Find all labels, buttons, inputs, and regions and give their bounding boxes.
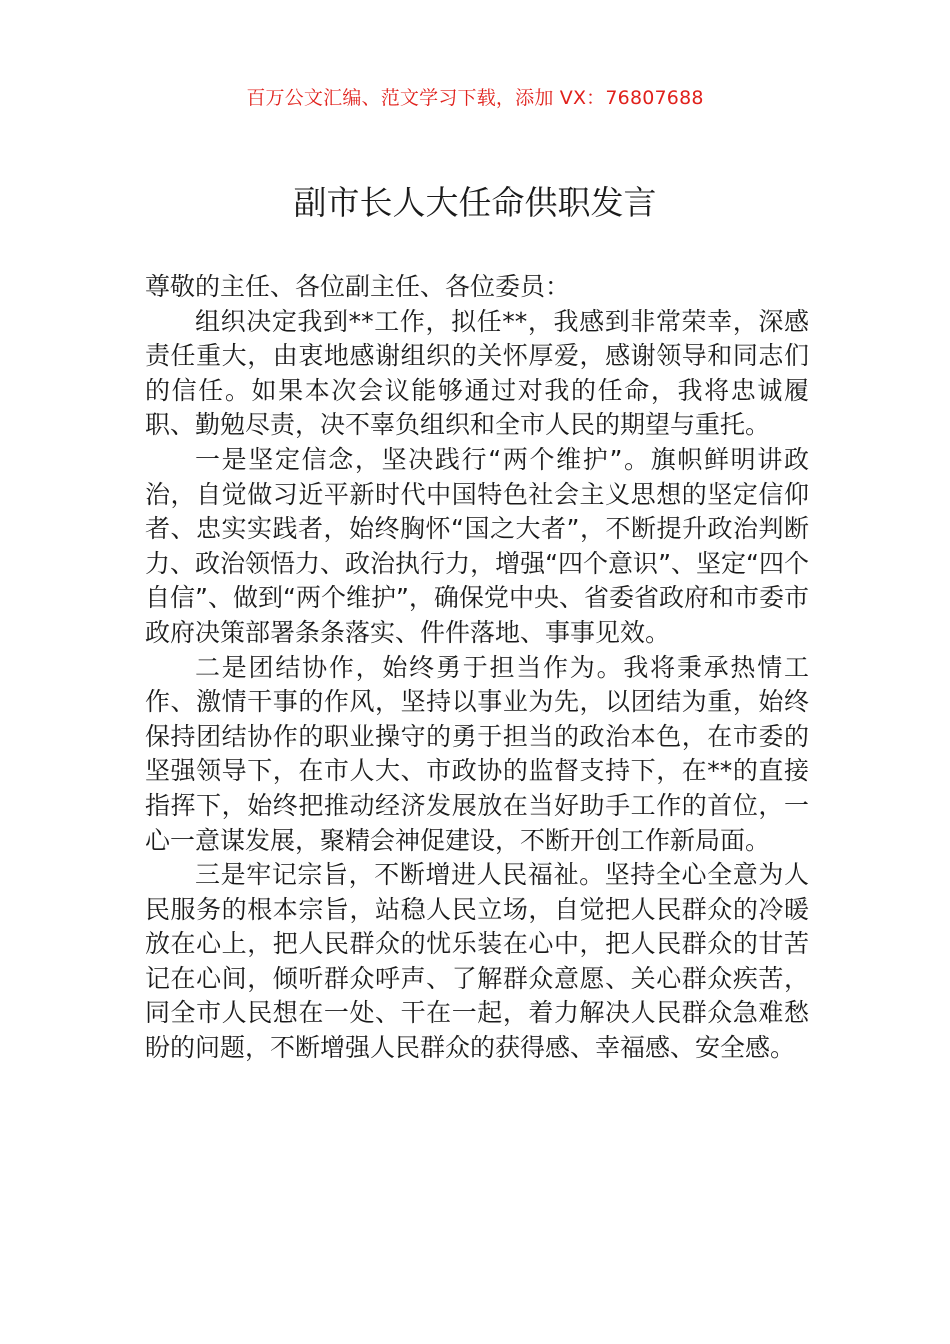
paragraph-text: 坚持全心全意为人民服务的根本宗旨，站稳人民立场，自觉把人民群众的冷暖放在心上，把人民群众的忧乐装在心中，把人民群众的甘苦记在心间，倾听群众呼声、了解群众意愿、关心群众疾苦，同全市人民想在一处、干在一起，着力解决人民群众急难愁盼的问题，不断增强人民群众的获得感、幸福感、安全感。	[145, 860, 809, 1063]
paragraph-point-1	[145, 443, 809, 651]
paragraph-text: 旗帜鲜明讲政治，自觉做习近平新时代中国特色社会主义思想的坚定信仰者、忠实实践者，始终胸怀“国之大者”，不断提升政治判断力、政治领悟力、政治执行力，增强“四个意识”、坚定“四个自信”、做到“两个维护”，确保党中央、省委省政府和市委市政府决策部署条条落实、件件落地、事事见效。	[145, 444, 809, 647]
paragraph-lead: 三是牢记宗旨，不断增进人民福祉。	[195, 860, 605, 890]
paragraph-intro	[145, 305, 809, 443]
paragraph-text: 我将秉承热情工作、激情干事的作风，坚持以事业为先，以团结为重，始终保持团结协作的职业操守的勇于担当的政治本色，在市委的坚强领导下，在市人大、市政协的监督支持下，在**的直接指挥下，始终把推动经济发展放在当好助手工作的首位，一心一意谋发展，聚精会神促建设，不断开创工作新局面。	[145, 652, 809, 855]
header-watermark-note: 百万公文汇编、范文学习下载，添加 VX：76807688	[246, 87, 704, 109]
paragraph-point-3	[145, 858, 809, 1066]
document-title: 副市长人大任命供职发言	[293, 183, 657, 222]
paragraph-point-2	[145, 651, 809, 859]
document-body	[145, 270, 809, 1066]
salutation: 尊敬的主任、各位副主任、各位委员：	[145, 272, 571, 301]
paragraph-lead: 二是团结协作，始终勇于担当作为。	[195, 652, 624, 682]
paragraph-lead: 一是坚定信念，坚决践行“两个维护”。	[195, 444, 651, 474]
paragraph-text: 组织决定我到**工作，拟任**，我感到非常荣幸，深感责任重大，由衷地感谢组织的关怀厚爱，感谢领导和同志们的信任。如果本次会议能够通过对我的任命，我将忠诚履职、勤勉尽责，决不辜负组织和全市人民的期望与重托。	[145, 306, 809, 440]
